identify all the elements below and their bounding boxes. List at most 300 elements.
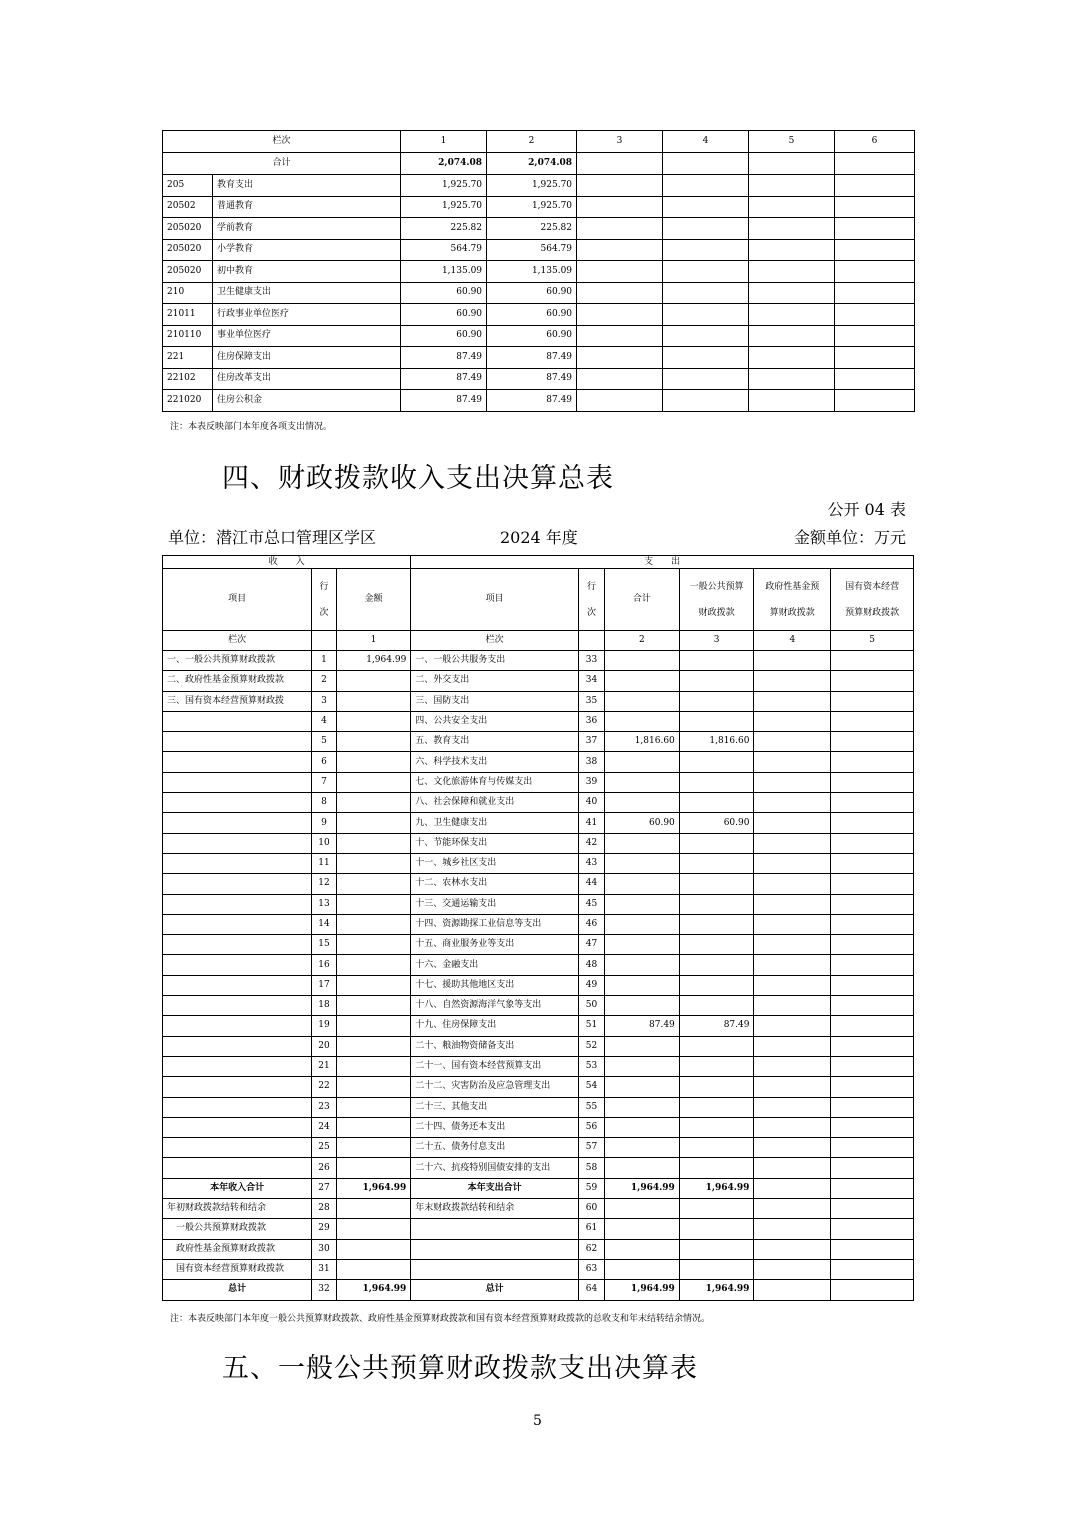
expense-item-cell: 五、教育支出 <box>411 732 579 752</box>
expense-item-cell: 三、国防支出 <box>411 691 579 711</box>
name-cell: 行政事业单位医疗 <box>213 304 401 326</box>
income-item-cell <box>163 1117 312 1137</box>
fund-budget-cell <box>754 894 831 914</box>
line-number-cell: 31 <box>312 1259 336 1279</box>
fund-budget-cell <box>754 691 831 711</box>
line-number-cell: 10 <box>312 833 336 853</box>
line-number-cell: 13 <box>312 894 336 914</box>
table-row <box>163 1199 914 1219</box>
state-capital-cell <box>831 813 914 833</box>
income-item-cell <box>163 752 312 772</box>
total-cell: 60.90 <box>605 813 680 833</box>
value-cell: 564.79 <box>487 239 577 261</box>
total-cell <box>605 833 680 853</box>
empty-cell <box>663 304 749 326</box>
line-number-cell: 55 <box>578 1097 604 1117</box>
header-cell: 3 <box>577 131 663 153</box>
amount-cell <box>336 894 411 914</box>
line-number-cell: 35 <box>578 691 604 711</box>
code-cell: 210110 <box>163 325 213 347</box>
table-row <box>163 1239 914 1259</box>
total-value: 2,074.08 <box>401 153 487 175</box>
expense-item-cell: 二十四、债务还本支出 <box>411 1117 579 1137</box>
state-capital-cell <box>831 1178 914 1198</box>
expense-item-cell <box>411 1239 579 1259</box>
total-cell <box>605 1117 680 1137</box>
table-note: 注：本表反映部门本年度一般公共预算财政拨款、政府性基金预算财政拨款和国有资本经营预算财政拨款的总收支和年末结转结余情况。 <box>170 1314 711 1324</box>
section-title: 五、一般公共预算财政拨款支出决算表 <box>222 1353 698 1384</box>
value-cell: 60.90 <box>401 325 487 347</box>
total-cell <box>605 793 680 813</box>
line-number-cell: 8 <box>312 793 336 813</box>
state-capital-cell <box>831 752 914 772</box>
expense-item-cell: 十二、农林水支出 <box>411 874 579 894</box>
fund-budget-cell <box>754 1158 831 1178</box>
empty-cell <box>663 368 749 390</box>
table-row <box>163 813 914 833</box>
value-cell: 87.49 <box>487 368 577 390</box>
form-number: 公开 04 表 <box>827 500 906 519</box>
expense-item-cell: 十三、交通运输支出 <box>411 894 579 914</box>
empty-cell <box>835 304 915 326</box>
value-cell: 1,925.70 <box>401 196 487 218</box>
empty-cell <box>577 390 663 412</box>
empty-cell <box>663 196 749 218</box>
line-number-cell: 6 <box>312 752 336 772</box>
general-budget-cell <box>679 1117 754 1137</box>
lanci-row <box>163 631 914 651</box>
total-cell <box>605 711 680 731</box>
total-cell <box>605 975 680 995</box>
state-capital-cell <box>831 996 914 1016</box>
line-number-cell: 38 <box>578 752 604 772</box>
table-row <box>163 975 914 995</box>
income-item-cell <box>163 935 312 955</box>
income-item-cell <box>163 813 312 833</box>
empty-cell <box>749 261 835 283</box>
empty-cell <box>663 282 749 304</box>
total-cell <box>605 853 680 873</box>
state-capital-cell <box>831 1219 914 1239</box>
general-budget-cell <box>679 1036 754 1056</box>
general-budget-cell: 87.49 <box>679 1016 754 1036</box>
empty-cell <box>577 304 663 326</box>
general-budget-cell <box>679 1259 754 1279</box>
code-cell: 205 <box>163 175 213 197</box>
line-number-cell: 19 <box>312 1016 336 1036</box>
table-row <box>163 218 915 240</box>
empty-cell <box>663 325 749 347</box>
table-row <box>163 1280 914 1300</box>
expense-item-cell: 十八、自然资源海洋气象等支出 <box>411 996 579 1016</box>
income-item-cell: 本年收入合计 <box>163 1178 312 1198</box>
empty-cell <box>663 390 749 412</box>
table-row <box>163 853 914 873</box>
line-number-cell: 46 <box>578 914 604 934</box>
state-capital-cell <box>831 955 914 975</box>
fund-budget-cell <box>754 1117 831 1137</box>
amount-cell <box>336 955 411 975</box>
income-item-cell <box>163 1077 312 1097</box>
total-cell <box>605 1138 680 1158</box>
income-item-cell: 一、一般公共预算财政拨款 <box>163 651 312 671</box>
table-row <box>163 1178 914 1198</box>
income-item-cell <box>163 874 312 894</box>
empty-cell <box>577 368 663 390</box>
general-budget-cell <box>679 793 754 813</box>
value-cell: 87.49 <box>487 390 577 412</box>
line-number-cell: 1 <box>312 651 336 671</box>
table-row <box>163 772 914 792</box>
table-row <box>163 793 914 813</box>
empty-cell <box>749 304 835 326</box>
expense-header: 支 出 <box>411 556 914 569</box>
header-cell: 1 <box>401 131 487 153</box>
value-cell: 60.90 <box>487 325 577 347</box>
state-capital-cell <box>831 1138 914 1158</box>
line-number-cell: 36 <box>578 711 604 731</box>
empty-cell <box>577 282 663 304</box>
line-number-cell: 20 <box>312 1036 336 1056</box>
total-cell <box>605 651 680 671</box>
value-cell: 225.82 <box>401 218 487 240</box>
value-cell: 1,925.70 <box>487 175 577 197</box>
line-number-cell: 51 <box>578 1016 604 1036</box>
line-number-cell: 2 <box>312 671 336 691</box>
general-budget-cell <box>679 711 754 731</box>
state-capital-cell <box>831 1097 914 1117</box>
line-number-cell: 64 <box>578 1280 604 1300</box>
expense-item-cell: 八、社会保障和就业支出 <box>411 793 579 813</box>
empty-cell <box>749 175 835 197</box>
empty-cell <box>577 325 663 347</box>
table-row <box>163 1158 914 1178</box>
total-cell <box>605 1199 680 1219</box>
line-number-cell: 21 <box>312 1056 336 1076</box>
amount-cell <box>336 793 411 813</box>
table-row <box>163 996 914 1016</box>
empty-cell <box>577 239 663 261</box>
empty-cell <box>835 282 915 304</box>
fund-budget-cell <box>754 1036 831 1056</box>
empty-cell <box>749 239 835 261</box>
line-number-cell: 52 <box>578 1036 604 1056</box>
fund-budget-cell <box>754 671 831 691</box>
value-cell: 87.49 <box>401 347 487 369</box>
expense-item-cell: 一、一般公共服务支出 <box>411 651 579 671</box>
name-cell: 初中教育 <box>213 261 401 283</box>
name-cell: 住房公积金 <box>213 390 401 412</box>
income-item-cell <box>163 1056 312 1076</box>
expense-item-cell: 年末财政拨款结转和结余 <box>411 1199 579 1219</box>
fund-budget-cell <box>754 1097 831 1117</box>
total-cell <box>605 935 680 955</box>
general-budget-cell <box>679 853 754 873</box>
total-row <box>163 153 915 175</box>
line-number-cell: 39 <box>578 772 604 792</box>
value-cell: 60.90 <box>487 304 577 326</box>
table-row <box>163 752 914 772</box>
fund-budget-cell <box>754 1199 831 1219</box>
fund-budget-cell <box>754 1259 831 1279</box>
general-budget-cell <box>679 651 754 671</box>
table-row <box>163 955 914 975</box>
total-cell <box>605 1097 680 1117</box>
expense-item-cell: 四、公共安全支出 <box>411 711 579 731</box>
amount-cell <box>336 1259 411 1279</box>
summary-table <box>162 555 914 1301</box>
expenditure-table <box>162 130 915 412</box>
code-cell: 221 <box>163 347 213 369</box>
general-budget-cell <box>679 772 754 792</box>
amount-cell <box>336 1117 411 1137</box>
amount-cell <box>336 914 411 934</box>
amount-cell <box>336 1056 411 1076</box>
empty-cell <box>663 239 749 261</box>
column-header-row <box>163 569 914 631</box>
amount-cell <box>336 772 411 792</box>
income-item-cell <box>163 833 312 853</box>
income-item-cell: 三、国有资本经营预算财政拨 <box>163 691 312 711</box>
line-number-cell: 34 <box>578 671 604 691</box>
income-item-cell <box>163 732 312 752</box>
line-number-cell: 44 <box>578 874 604 894</box>
table-row <box>163 282 915 304</box>
table-row <box>163 1259 914 1279</box>
code-cell: 221020 <box>163 390 213 412</box>
fund-budget-cell <box>754 1016 831 1036</box>
expense-item-cell: 十、节能环保支出 <box>411 833 579 853</box>
table-row <box>163 390 915 412</box>
total-cell <box>605 1036 680 1056</box>
general-budget-cell <box>679 1239 754 1259</box>
state-capital-cell <box>831 833 914 853</box>
col-fund: 政府性基金预 算财政拨款 <box>754 569 831 631</box>
expense-item-cell <box>411 1259 579 1279</box>
state-capital-cell <box>831 874 914 894</box>
col-item: 项目 <box>163 569 312 631</box>
expense-item-cell: 二十一、国有资本经营预算支出 <box>411 1056 579 1076</box>
lanci-cell: 1 <box>336 631 411 651</box>
amount-cell <box>336 1219 411 1239</box>
income-item-cell <box>163 996 312 1016</box>
table-row <box>163 671 914 691</box>
empty-cell <box>663 175 749 197</box>
table-row <box>163 368 915 390</box>
state-capital-cell <box>831 1056 914 1076</box>
lanci-cell: 栏次 <box>411 631 579 651</box>
line-number-cell: 42 <box>578 833 604 853</box>
line-number-cell: 17 <box>312 975 336 995</box>
total-cell <box>605 671 680 691</box>
total-cell <box>605 894 680 914</box>
line-number-cell: 57 <box>578 1138 604 1158</box>
state-capital-cell <box>831 1016 914 1036</box>
empty-cell <box>749 390 835 412</box>
amount-cell <box>336 935 411 955</box>
table-row <box>163 914 914 934</box>
total-cell <box>605 1219 680 1239</box>
amount-cell <box>336 1138 411 1158</box>
empty-cell <box>663 347 749 369</box>
table-row <box>163 1219 914 1239</box>
amount-cell <box>336 853 411 873</box>
amount-cell <box>336 752 411 772</box>
empty-cell <box>835 218 915 240</box>
empty-cell <box>749 282 835 304</box>
expense-item-cell: 十九、住房保障支出 <box>411 1016 579 1036</box>
line-number-cell: 50 <box>578 996 604 1016</box>
general-budget-cell: 60.90 <box>679 813 754 833</box>
name-cell: 教育支出 <box>213 175 401 197</box>
amount-cell <box>336 691 411 711</box>
empty-cell <box>663 218 749 240</box>
table-note: 注：本表反映部门本年度各项支出情况。 <box>170 422 333 432</box>
state-capital-cell <box>831 732 914 752</box>
code-cell: 205020 <box>163 239 213 261</box>
line-number-cell: 30 <box>312 1239 336 1259</box>
header-cell: 4 <box>663 131 749 153</box>
expense-item-cell: 总计 <box>411 1280 579 1300</box>
table-row <box>163 935 914 955</box>
state-capital-cell <box>831 1117 914 1137</box>
income-item-cell <box>163 793 312 813</box>
line-number-cell: 15 <box>312 935 336 955</box>
income-item-cell <box>163 1138 312 1158</box>
income-item-cell: 国有资本经营预算财政拨款 <box>163 1259 312 1279</box>
value-cell: 225.82 <box>487 218 577 240</box>
total-value: 2,074.08 <box>487 153 577 175</box>
fund-budget-cell <box>754 955 831 975</box>
line-number-cell: 12 <box>312 874 336 894</box>
expense-item-cell: 十一、城乡社区支出 <box>411 853 579 873</box>
line-number-cell: 22 <box>312 1077 336 1097</box>
general-budget-cell <box>679 996 754 1016</box>
fund-budget-cell <box>754 874 831 894</box>
general-budget-cell <box>679 1138 754 1158</box>
fund-budget-cell <box>754 793 831 813</box>
expense-item-cell: 十六、金融支出 <box>411 955 579 975</box>
header-cell: 6 <box>835 131 915 153</box>
year-label: 2024 年度 <box>500 528 578 547</box>
income-item-cell: 政府性基金预算财政拨款 <box>163 1239 312 1259</box>
table-row <box>163 833 914 853</box>
income-item-cell <box>163 711 312 731</box>
total-label: 合计 <box>163 153 401 175</box>
general-budget-cell <box>679 671 754 691</box>
value-cell: 87.49 <box>401 368 487 390</box>
income-item-cell: 二、政府性基金预算财政拨款 <box>163 671 312 691</box>
total-cell <box>605 996 680 1016</box>
state-capital-cell <box>831 1280 914 1300</box>
amount-cell <box>336 671 411 691</box>
empty-cell <box>663 261 749 283</box>
amount-cell <box>336 996 411 1016</box>
value-cell: 60.90 <box>487 282 577 304</box>
fund-budget-cell <box>754 732 831 752</box>
table-row <box>163 1097 914 1117</box>
empty-cell <box>835 261 915 283</box>
income-item-cell <box>163 955 312 975</box>
header-cell: 栏次 <box>163 131 401 153</box>
amount-cell <box>336 1036 411 1056</box>
income-item-cell: 年初财政拨款结转和结余 <box>163 1199 312 1219</box>
line-number-cell: 47 <box>578 935 604 955</box>
fund-budget-cell <box>754 752 831 772</box>
table-row <box>163 1036 914 1056</box>
table-row <box>163 894 914 914</box>
col-amount: 金额 <box>336 569 411 631</box>
total-cell <box>605 1239 680 1259</box>
state-capital-cell <box>831 1036 914 1056</box>
table-row <box>163 1056 914 1076</box>
amount-cell <box>336 1199 411 1219</box>
line-number-cell: 49 <box>578 975 604 995</box>
total-cell <box>605 772 680 792</box>
income-item-cell <box>163 853 312 873</box>
expense-item-cell: 二十三、其他支出 <box>411 1097 579 1117</box>
state-capital-cell <box>831 1158 914 1178</box>
empty-cell <box>835 239 915 261</box>
fund-budget-cell <box>754 772 831 792</box>
general-budget-cell <box>679 1158 754 1178</box>
line-number-cell: 18 <box>312 996 336 1016</box>
table-row <box>163 732 914 752</box>
line-number-cell: 26 <box>312 1158 336 1178</box>
table-row <box>163 325 915 347</box>
state-capital-cell <box>831 914 914 934</box>
line-number-cell: 3 <box>312 691 336 711</box>
line-number-cell: 37 <box>578 732 604 752</box>
fund-budget-cell <box>754 1056 831 1076</box>
fund-budget-cell <box>754 853 831 873</box>
value-cell: 1,925.70 <box>401 175 487 197</box>
name-cell: 卫生健康支出 <box>213 282 401 304</box>
fund-budget-cell <box>754 1219 831 1239</box>
col-state: 国有资本经营 预算财政拨款 <box>831 569 914 631</box>
value-cell: 1,135.09 <box>401 261 487 283</box>
general-budget-cell <box>679 975 754 995</box>
line-number-cell: 33 <box>578 651 604 671</box>
line-number-cell: 54 <box>578 1077 604 1097</box>
code-cell: 210 <box>163 282 213 304</box>
line-number-cell: 60 <box>578 1199 604 1219</box>
general-budget-cell: 1,816.60 <box>679 732 754 752</box>
income-item-cell <box>163 1158 312 1178</box>
general-budget-cell <box>679 935 754 955</box>
expense-item-cell: 十四、资源勘探工业信息等支出 <box>411 914 579 934</box>
amount-cell <box>336 1097 411 1117</box>
table-row <box>163 1138 914 1158</box>
table-row <box>163 1077 914 1097</box>
line-number-cell: 41 <box>578 813 604 833</box>
table-row <box>163 261 915 283</box>
income-item-cell <box>163 1097 312 1117</box>
state-capital-cell <box>831 894 914 914</box>
empty-cell <box>577 347 663 369</box>
income-item-cell <box>163 894 312 914</box>
value-cell: 1,135.09 <box>487 261 577 283</box>
general-budget-cell <box>679 1219 754 1239</box>
income-item-cell <box>163 772 312 792</box>
empty-cell <box>835 368 915 390</box>
fund-budget-cell <box>754 914 831 934</box>
lanci-cell: 4 <box>754 631 831 651</box>
expense-item-cell: 十五、商业服务业等支出 <box>411 935 579 955</box>
general-budget-cell: 1,964.99 <box>679 1178 754 1198</box>
fund-budget-cell <box>754 711 831 731</box>
total-cell <box>605 1056 680 1076</box>
